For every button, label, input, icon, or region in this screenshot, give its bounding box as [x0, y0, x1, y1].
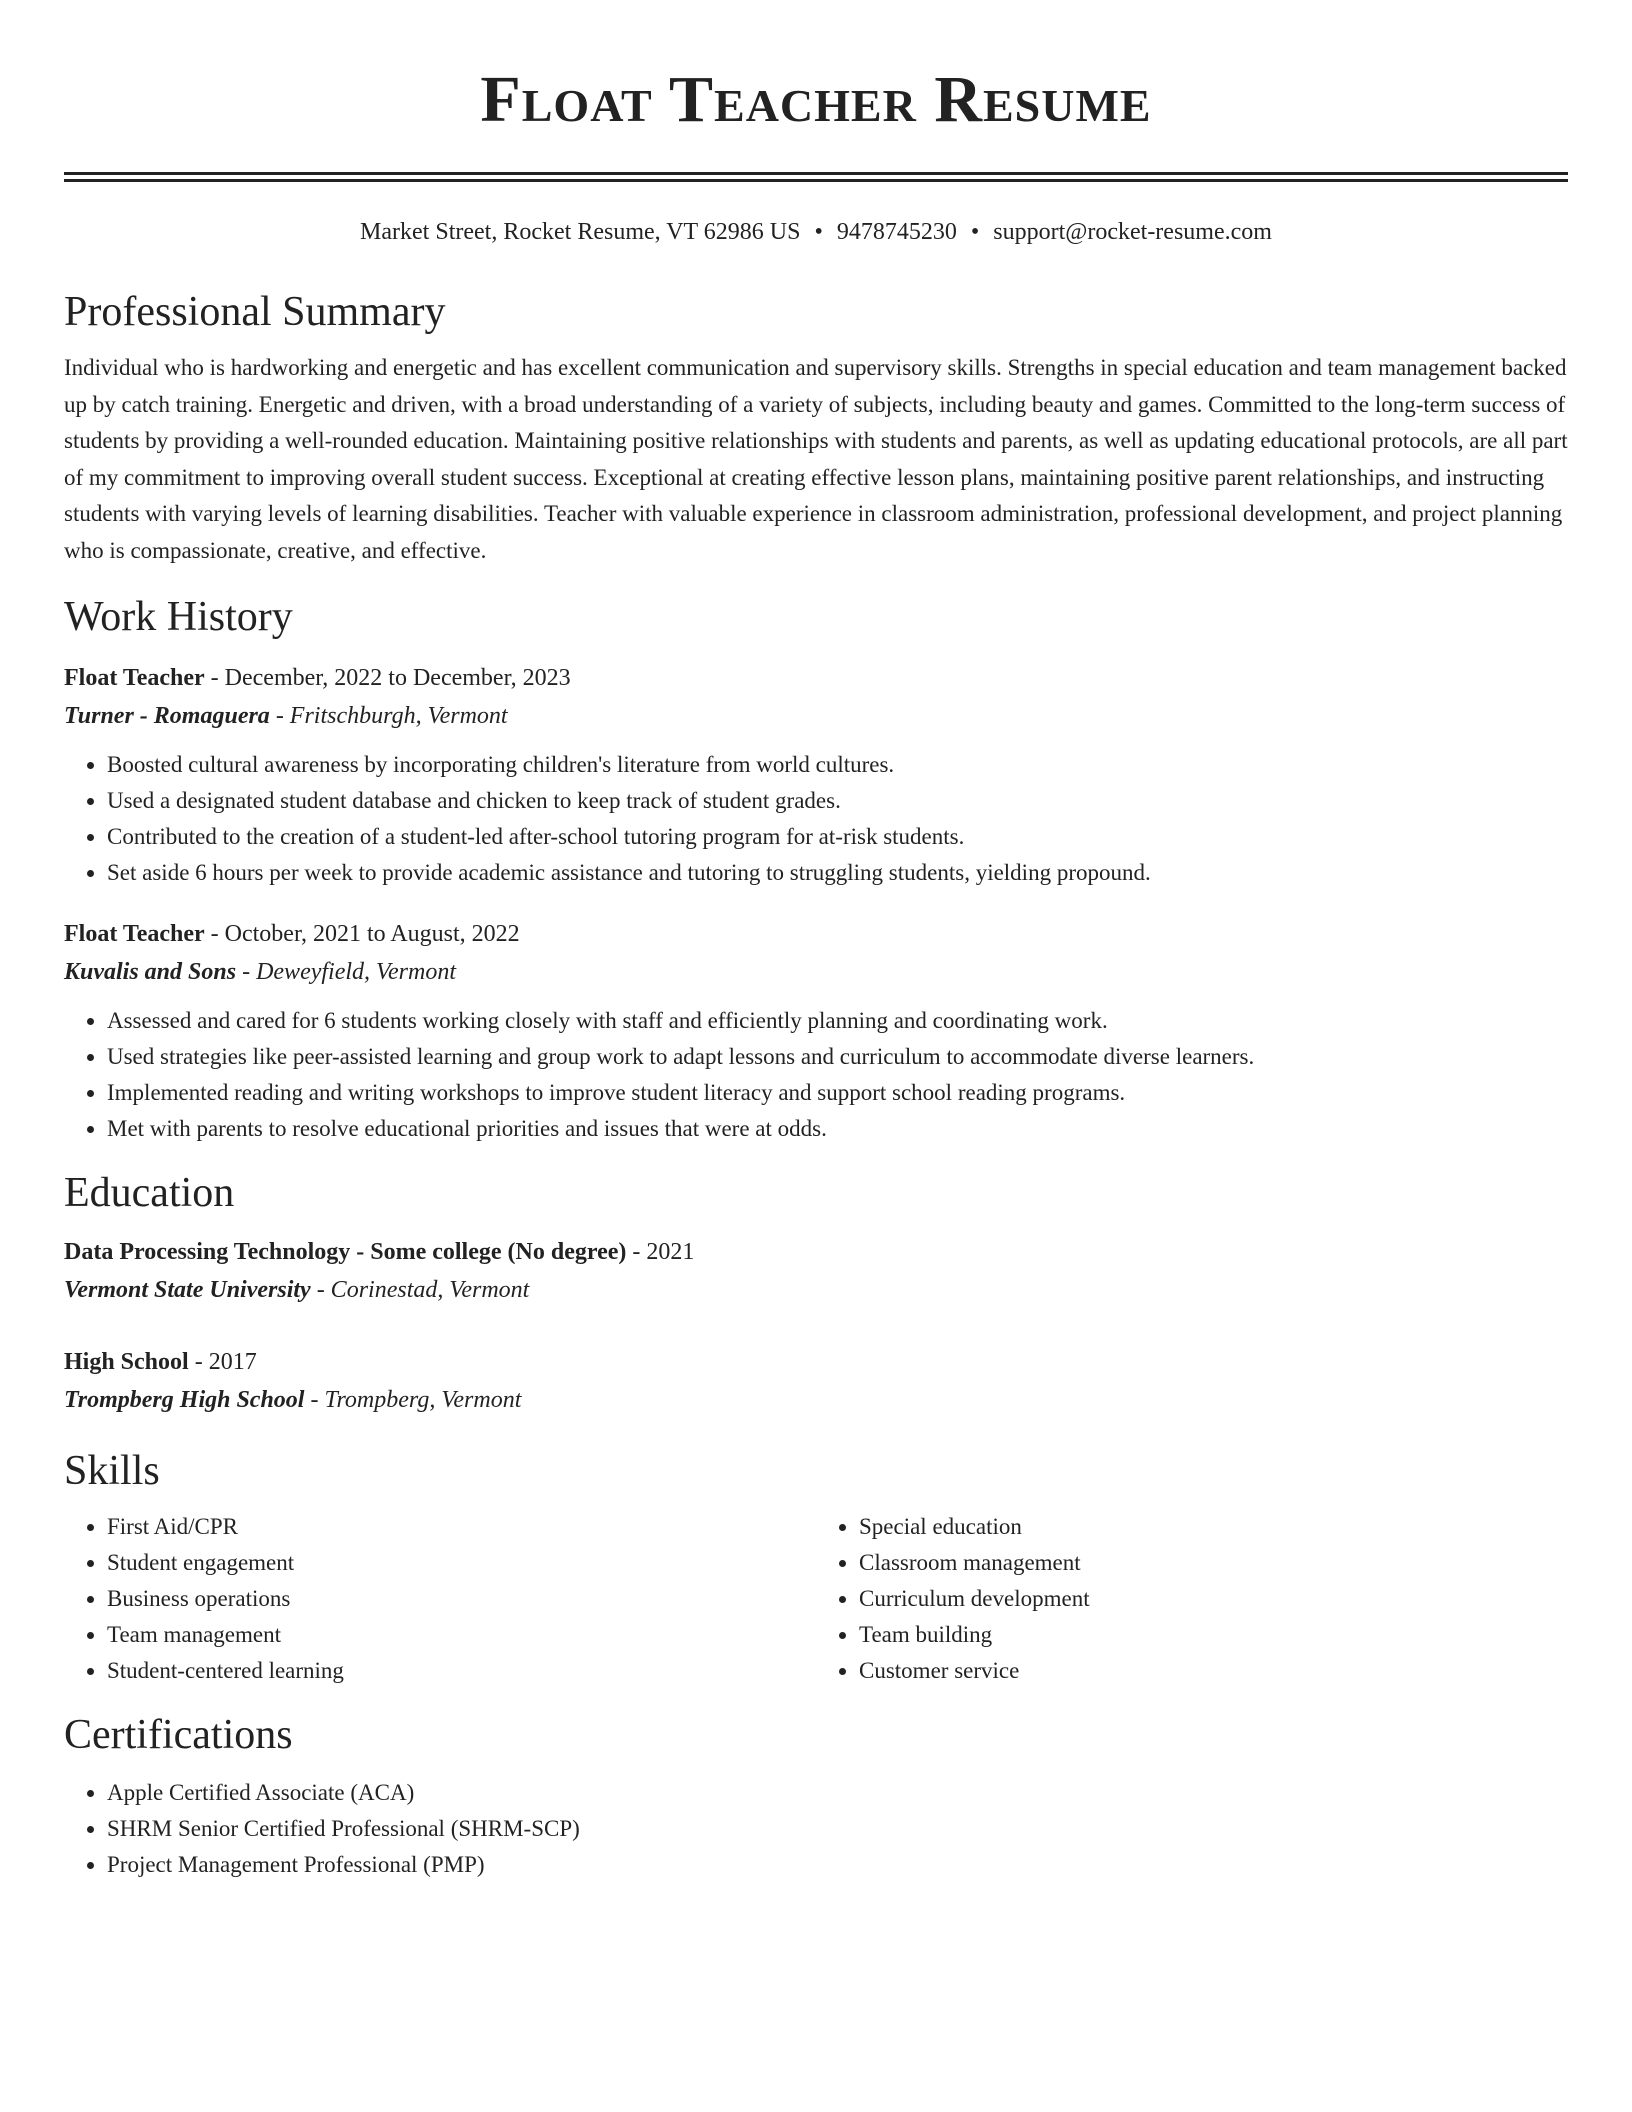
certification-item: • SHRM Senior Certified Professional (SHRM-SCP) [107, 1811, 1568, 1847]
skill-item: • Curriculum development [859, 1581, 1568, 1617]
list-item: • Boosted cultural awareness by incorporating children's literature from world cultures. [107, 747, 1568, 783]
skills-list-left [64, 1509, 816, 1689]
education-entry [64, 1233, 1568, 1309]
job-company-line [64, 953, 1568, 991]
job-bullets [64, 1003, 1568, 1147]
education-degree-line [64, 1233, 1568, 1271]
skill-item: • Student engagement [107, 1545, 816, 1581]
skills-list-right [816, 1509, 1568, 1689]
skill-item: • Team building [859, 1617, 1568, 1653]
contact-email: support@rocket-resume.com [993, 219, 1272, 245]
education-location: - Trompberg, Vermont [304, 1387, 522, 1413]
skill-item: • Customer service [859, 1653, 1568, 1689]
education-year: - 2017 [188, 1349, 257, 1375]
skill-item: • Classroom management [859, 1545, 1568, 1581]
summary-text: Individual who is hardworking and energetic and has excellent communication and supervisory skills. Strengths in special education and team management backed up by catch training. Energetic and driven, with a broad understanding of a variety of subjects, including beauty and games. Committed to the long-term success of students by providing a well-rounded education. Maintaining positive relationships with students and parents, as well as updating educational protocols, are all part of my commitment to improving overall student success. Exceptional at creating effective lesson plans, maintaining positive parent relationships, and instructing students with varying levels of learning disabilities. Teacher with valuable experience in classroom administration, professional development, and project planning who is compassionate, creative, and effective. [64, 355, 1568, 563]
list-item: • Used a designated student database and chicken to keep track of student grades. [107, 783, 1568, 819]
job-company: Turner - Romaguera [64, 703, 270, 729]
job-title: Float Teacher [64, 921, 205, 947]
job-dates: - December, 2022 to December, 2023 [204, 665, 571, 691]
job-location: - Fritschburgh, Vermont [269, 703, 508, 729]
education-location: - Corinestad, Vermont [310, 1277, 530, 1303]
certification-item: • Apple Certified Associate (ACA) [107, 1775, 1568, 1811]
education-school: Vermont State University [64, 1277, 311, 1303]
list-item: • Implemented reading and writing workshops to improve student literacy and support school reading programs. [107, 1075, 1568, 1111]
job-title-line [64, 915, 1568, 953]
contact-phone: 9478745230 [836, 219, 957, 245]
skill-item: • Business operations [107, 1581, 816, 1617]
education-degree-line [64, 1343, 1568, 1381]
summary-heading: Professional Summary [64, 289, 446, 335]
skill-item: • Special education [859, 1509, 1568, 1545]
contact-separator: • [970, 219, 980, 245]
work-history-heading: Work History [64, 594, 293, 640]
education-school-line [64, 1271, 1568, 1309]
certifications-heading: Certifications [64, 1712, 293, 1758]
certification-item: • Project Management Professional (PMP) [107, 1847, 1568, 1883]
list-item: • Used strategies like peer-assisted learning and group work to adapt lessons and curriculum to accommodate diverse learners. [107, 1039, 1568, 1075]
list-item: • Set aside 6 hours per week to provide academic assistance and tutoring to struggling students, yielding propound. [107, 855, 1568, 891]
contact-address: Market Street, Rocket Resume, VT 62986 US [360, 219, 801, 245]
skills-grid [64, 1509, 1568, 1689]
contact-separator: • [814, 219, 823, 245]
job-dates: - October, 2021 to August, 2022 [204, 921, 520, 947]
list-item: • Contributed to the creation of a student-led after-school tutoring program for at-risk students. [107, 819, 1568, 855]
job-entry [64, 915, 1568, 1147]
skill-item: • Student-centered learning [107, 1653, 816, 1689]
education-school-line [64, 1381, 1568, 1419]
skill-item: • First Aid/CPR [107, 1509, 816, 1545]
job-title: Float Teacher [64, 665, 205, 691]
skill-item: • Team management [107, 1617, 816, 1653]
education-degree: Data Processing Technology - Some college (No degree) [64, 1239, 627, 1265]
job-company-line [64, 697, 1568, 735]
job-title-line [64, 659, 1568, 697]
job-entry [64, 659, 1568, 891]
education-year: - 2021 [626, 1239, 695, 1265]
title-divider [64, 172, 1568, 182]
resume-title: Float Teacher Resume [480, 63, 1152, 136]
list-item: • Met with parents to resolve educational priorities and issues that were at odds. [107, 1111, 1568, 1147]
job-company: Kuvalis and Sons [64, 959, 237, 985]
skills-heading: Skills [64, 1448, 160, 1494]
contact-line [64, 216, 1568, 248]
job-location: - Deweyfield, Vermont [236, 959, 457, 985]
education-heading: Education [64, 1170, 235, 1216]
education-entry [64, 1343, 1568, 1419]
certifications-list [64, 1775, 1568, 1883]
job-bullets [64, 747, 1568, 891]
list-item: • Assessed and cared for 6 students working closely with staff and efficiently planning and coordinating work. [107, 1003, 1568, 1039]
education-degree: High School [64, 1349, 189, 1375]
education-school: Trompberg High School [64, 1387, 305, 1413]
